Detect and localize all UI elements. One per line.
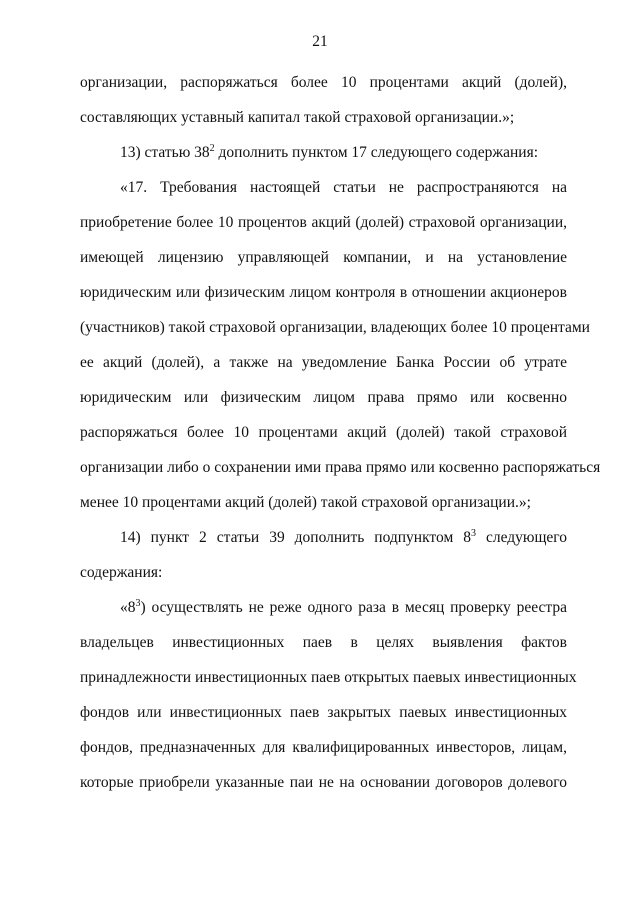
page-number: 21 [312,33,328,50]
text-line: юридическим или физическим лицом контроля в отношении акционеров [80,284,567,301]
text-line-part: следующего [475,529,567,546]
text-line: составляющих уставный капитал такой страховой организации.»; [80,109,515,126]
text-line-part: ) осуществлять не реже одного раза в месяц проверку реестра [140,599,567,616]
text-line: организации, распоряжаться более 10 процентами акций (долей), [80,74,567,91]
text-line: владельцев инвестиционных паев в целях выявления фактов [80,634,567,651]
text-line: (участников) такой страховой организации, владеющих более 10 процентами [80,319,590,336]
text-line: принадлежности инвестиционных паев открытых паевых инвестиционных [80,669,577,686]
text-line: фондов, предназначенных для квалифицированных инвесторов, лицам, [80,739,567,756]
text-line [120,143,567,163]
text-line: юридическим или физическим лицом права прямо или косвенно [80,389,567,406]
text-line: приобретение более 10 процентов акций (долей) страховой организации, [80,214,567,231]
text-line-part: 14) пункт 2 статьи 39 дополнить подпунктом 8 [120,529,471,546]
text-line: «17. Требования настоящей статьи не распространяются на [120,179,567,196]
text-line-part: дополнить пунктом 17 следующего содержания: [214,144,539,161]
text-line: ее акций (долей), а также на уведомление Банка России об утрате [80,354,567,371]
text-line: фондов или инвестиционных паев закрытых паевых инвестиционных [80,704,567,721]
text-line [120,528,567,548]
superscript: 3 [135,598,141,609]
text-line: менее 10 процентами акций (долей) такой страховой организации.»; [80,494,531,511]
text-line: распоряжаться более 10 процентами акций (долей) такой страховой [80,424,567,441]
text-line: которые приобрели указанные паи не на основании договоров долевого [80,774,567,791]
text-line: организации либо о сохранении ими права прямо или косвенно распоряжаться [80,459,601,476]
superscript: 2 [209,143,215,154]
text-line [120,598,567,618]
text-line-part: 13) статью 38 [120,144,210,161]
text-line: имеющей лицензию управляющей компании, и на установление [80,249,567,266]
text-line: содержания: [80,564,163,581]
superscript: 3 [470,528,476,539]
text-line-part: «8 [120,599,136,616]
